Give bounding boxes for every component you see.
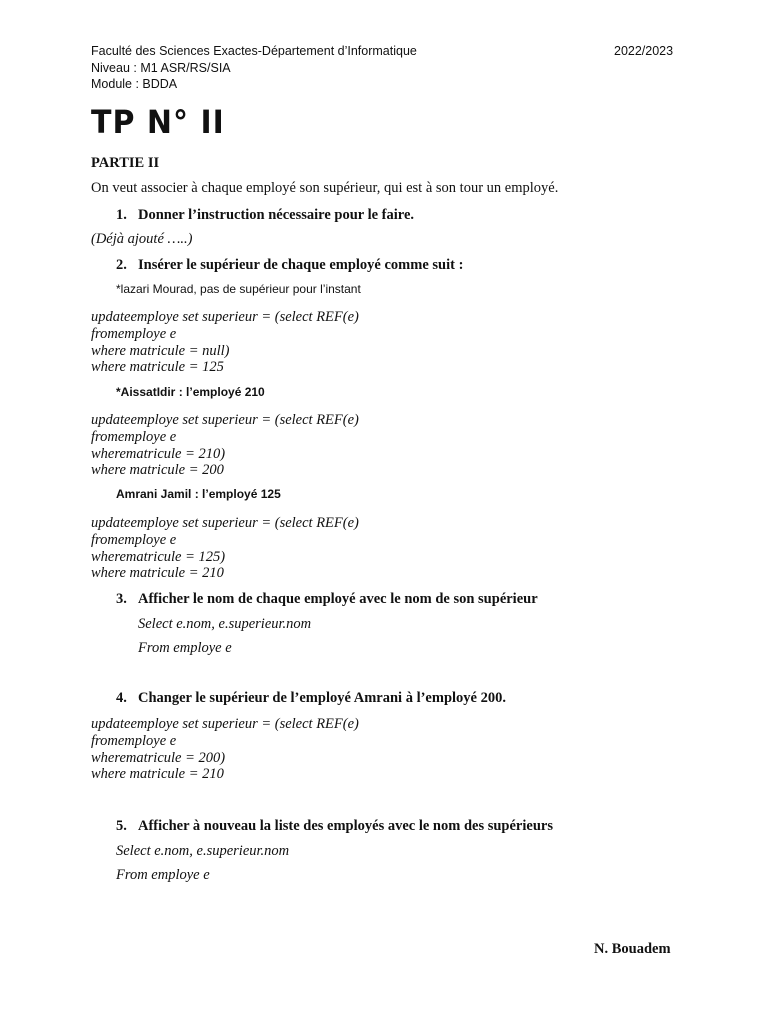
question-1 — [116, 207, 414, 224]
question-5-text: Afficher à nouveau la liste des employés avec le nom des supérieurs — [138, 818, 553, 834]
header-institution: Faculté des Sciences Exactes-Département d’Informatique — [91, 44, 417, 58]
page-title: TP N° II — [91, 104, 225, 142]
question-4-code — [91, 716, 359, 783]
code-line: wherematricule = 200) — [91, 749, 226, 766]
header-niveau: Niveau : M1 ASR/RS/SIA — [91, 61, 231, 75]
code-line: wherematricule = 210) — [91, 445, 226, 462]
code-line: fromemploye e — [91, 325, 177, 342]
part-heading: PARTIE II — [91, 155, 160, 171]
question-2 — [116, 257, 463, 274]
code-line: where matricule = 200 — [91, 462, 224, 479]
code-line: fromemploye e — [91, 531, 177, 548]
code-line: updateemploye set superieur = (select REF(e) — [91, 309, 359, 325]
intro-text: On veut associer à chaque employé son supérieur, qui est à son tour un employé. — [91, 180, 559, 196]
code-line: fromemploye e — [91, 732, 177, 749]
code-line: wherematricule = 125) — [91, 548, 226, 565]
question-3-text: Afficher le nom de chaque employé avec le nom de son supérieur — [138, 591, 538, 607]
question-4-number: 4. — [116, 690, 127, 706]
code-line: where matricule = null) — [91, 342, 230, 359]
question-3-number: 3. — [116, 591, 127, 607]
question-4 — [116, 690, 506, 707]
question-5-code-line-1: Select e.nom, e.superieur.nom — [116, 843, 290, 859]
question-3-code-line-2: From employe e — [138, 640, 232, 656]
question-1-text: Donner l’instruction nécessaire pour le faire. — [138, 207, 415, 223]
question-3 — [116, 591, 538, 608]
header-year: 2022/2023 — [614, 44, 674, 58]
case-1-code — [91, 309, 359, 376]
question-2-text: Insérer le supérieur de chaque employé comme suit : — [138, 257, 464, 273]
question-5-code-line-2: From employe e — [116, 867, 210, 883]
code-line: updateemploye set superieur = (select REF(e) — [91, 716, 359, 732]
case-2-label: *AissatIdir : l’employé 210 — [116, 385, 265, 399]
case-2-code — [91, 412, 359, 479]
question-1-number: 1. — [116, 207, 127, 223]
question-5 — [116, 818, 553, 835]
code-line: where matricule = 210 — [91, 766, 224, 783]
code-line: updateemploye set superieur = (select REF(e) — [91, 515, 359, 531]
question-2-number: 2. — [116, 257, 127, 273]
author-signature: N. Bouadem — [594, 941, 671, 957]
code-line: where matricule = 125 — [91, 359, 224, 376]
question-1-answer: (Déjà ajouté …..) — [91, 231, 193, 247]
code-line: fromemploye e — [91, 428, 177, 445]
case-3-label: Amrani Jamil : l’employé 125 — [116, 487, 281, 501]
header-module: Module : BDDA — [91, 77, 178, 91]
code-line: updateemploye set superieur = (select REF(e) — [91, 412, 359, 428]
question-5-number: 5. — [116, 818, 127, 834]
case-3-code — [91, 515, 359, 582]
question-3-code-line-1: Select e.nom, e.superieur.nom — [138, 616, 312, 632]
code-line: where matricule = 210 — [91, 565, 224, 582]
question-4-text: Changer le supérieur de l’employé Amrani à l’employé 200. — [138, 690, 506, 706]
case-1-label: *lazari Mourad, pas de supérieur pour l’instant — [116, 282, 361, 296]
